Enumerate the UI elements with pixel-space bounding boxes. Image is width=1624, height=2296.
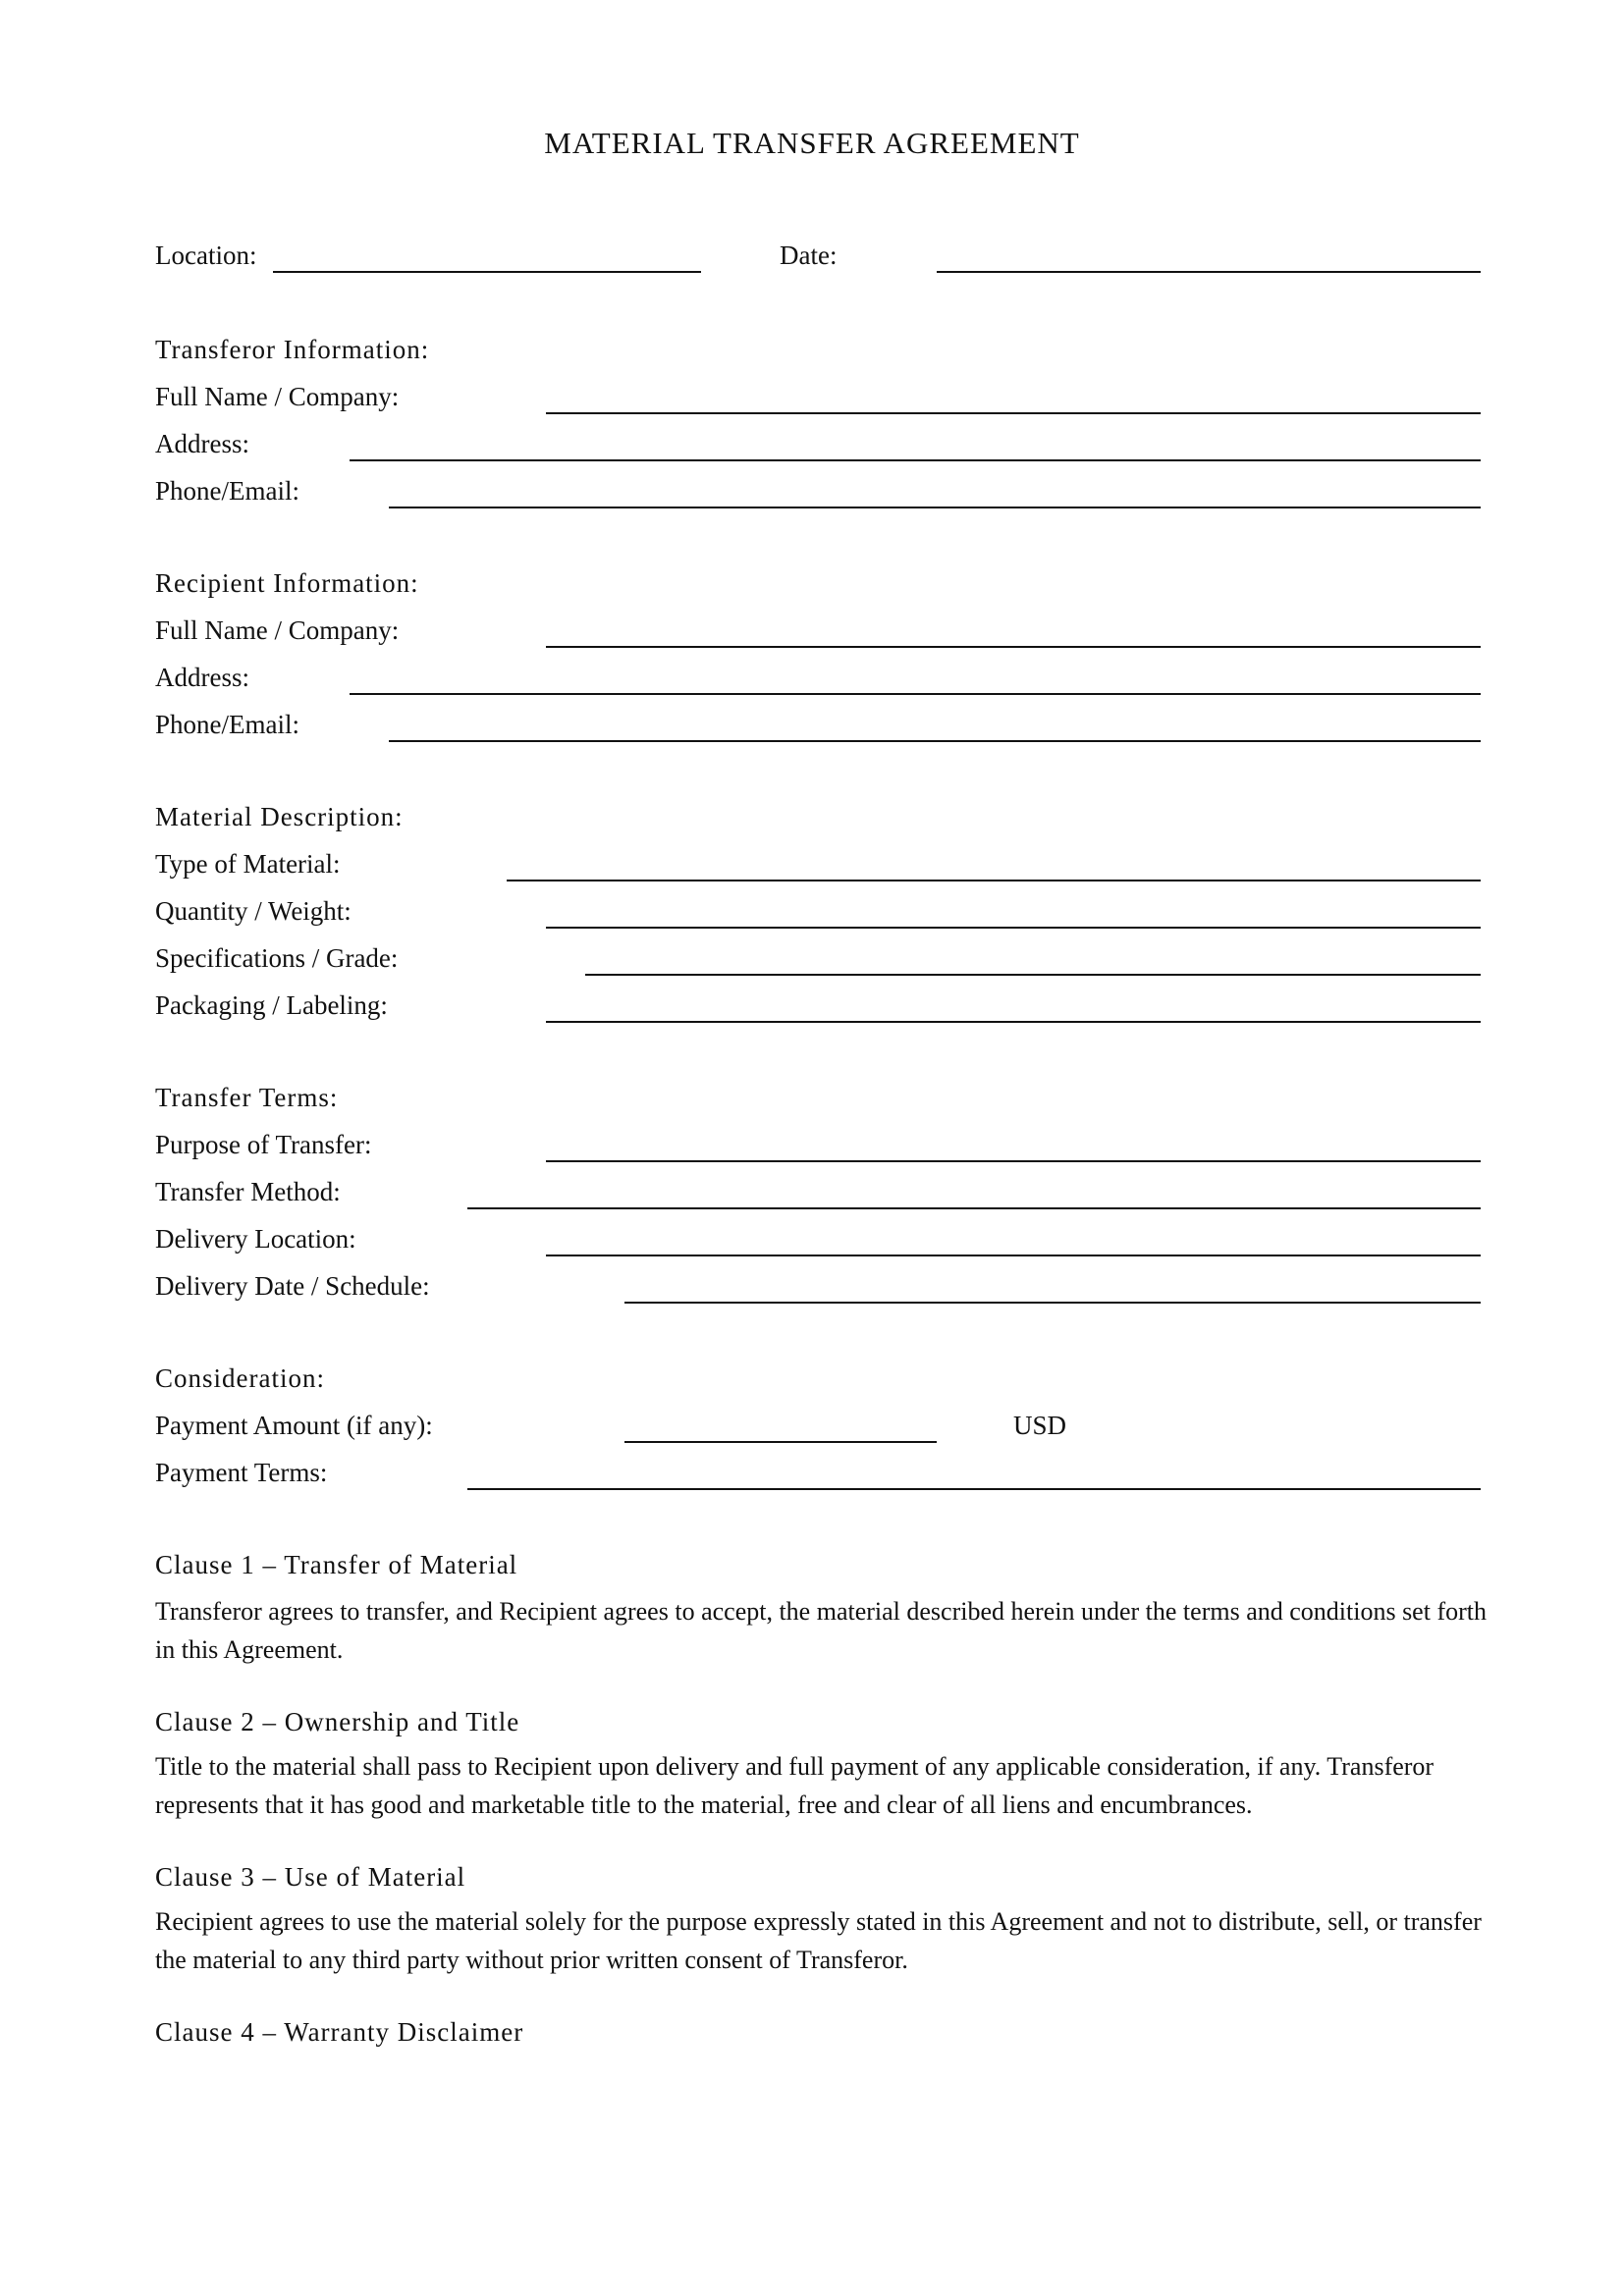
- delivery-location-field[interactable]: [546, 1255, 1481, 1256]
- method-label: Transfer Method:: [155, 1177, 341, 1206]
- recipient-contact-label: Phone/Email:: [155, 710, 299, 739]
- material-type-label: Type of Material:: [155, 849, 341, 879]
- date-label: Date:: [780, 240, 838, 270]
- method-field[interactable]: [467, 1207, 1481, 1209]
- clause-3-heading: Clause 3 – Use of Material: [155, 1862, 466, 1892]
- delivery-location-label: Delivery Location:: [155, 1224, 356, 1254]
- clause-1-body: Transferor agrees to transfer, and Recipient agrees to accept, the material described herein under the terms and conditions set forth in this Agreement.: [155, 1597, 1487, 1664]
- payment-terms-label: Payment Terms:: [155, 1458, 328, 1487]
- transferor-name-field[interactable]: [546, 412, 1481, 414]
- delivery-date-label: Delivery Date / Schedule:: [155, 1271, 430, 1301]
- transferor-contact-field[interactable]: [389, 507, 1481, 508]
- recipient-address-label: Address:: [155, 663, 249, 692]
- payment-amount-label: Payment Amount (if any):: [155, 1411, 433, 1440]
- material-type-field[interactable]: [507, 880, 1481, 881]
- location-field[interactable]: [273, 271, 701, 273]
- clause-2-body: Title to the material shall pass to Recipient upon delivery and full payment of any applicable consideration, if any. Transferor represents that it has good and marketable title to the material, free and clear of all liens and encumbrances.: [155, 1752, 1435, 1819]
- terms-heading: Transfer Terms:: [155, 1083, 339, 1112]
- transferor-address-label: Address:: [155, 429, 249, 458]
- location-label: Location:: [155, 240, 257, 270]
- delivery-date-field[interactable]: [624, 1302, 1481, 1304]
- recipient-contact-field[interactable]: [389, 740, 1481, 742]
- clause-1-heading: Clause 1 – Transfer of Material: [155, 1550, 518, 1579]
- clause-3-body: Recipient agrees to use the material solely for the purpose expressly stated in this Agreement and not to distribute, sell, or transfer the material to any third party without prior written consent of Transferor.: [155, 1907, 1482, 1974]
- date-field[interactable]: [937, 271, 1481, 273]
- purpose-label: Purpose of Transfer:: [155, 1130, 372, 1159]
- material-quantity-label: Quantity / Weight:: [155, 896, 352, 926]
- recipient-name-field[interactable]: [546, 646, 1481, 648]
- clause-2-heading: Clause 2 – Ownership and Title: [155, 1707, 520, 1736]
- consideration-heading: Consideration:: [155, 1363, 325, 1393]
- transferor-heading: Transferor Information:: [155, 335, 430, 364]
- material-packaging-label: Packaging / Labeling:: [155, 990, 388, 1020]
- transferor-contact-label: Phone/Email:: [155, 476, 299, 506]
- recipient-heading: Recipient Information:: [155, 568, 419, 598]
- currency-label: USD: [1013, 1411, 1067, 1440]
- material-quantity-field[interactable]: [546, 927, 1481, 929]
- document-title: MATERIAL TRANSFER AGREEMENT: [544, 126, 1080, 160]
- clause-4-heading: Clause 4 – Warranty Disclaimer: [155, 2017, 524, 2047]
- recipient-address-field[interactable]: [350, 693, 1481, 695]
- recipient-name-label: Full Name / Company:: [155, 615, 400, 645]
- material-heading: Material Description:: [155, 802, 404, 831]
- purpose-field[interactable]: [546, 1160, 1481, 1162]
- transferor-name-label: Full Name / Company:: [155, 382, 400, 411]
- payment-amount-field[interactable]: [624, 1441, 937, 1443]
- payment-terms-field[interactable]: [467, 1488, 1481, 1490]
- material-packaging-field[interactable]: [546, 1021, 1481, 1023]
- material-spec-field[interactable]: [585, 974, 1481, 976]
- material-spec-label: Specifications / Grade:: [155, 943, 399, 973]
- transferor-address-field[interactable]: [350, 459, 1481, 461]
